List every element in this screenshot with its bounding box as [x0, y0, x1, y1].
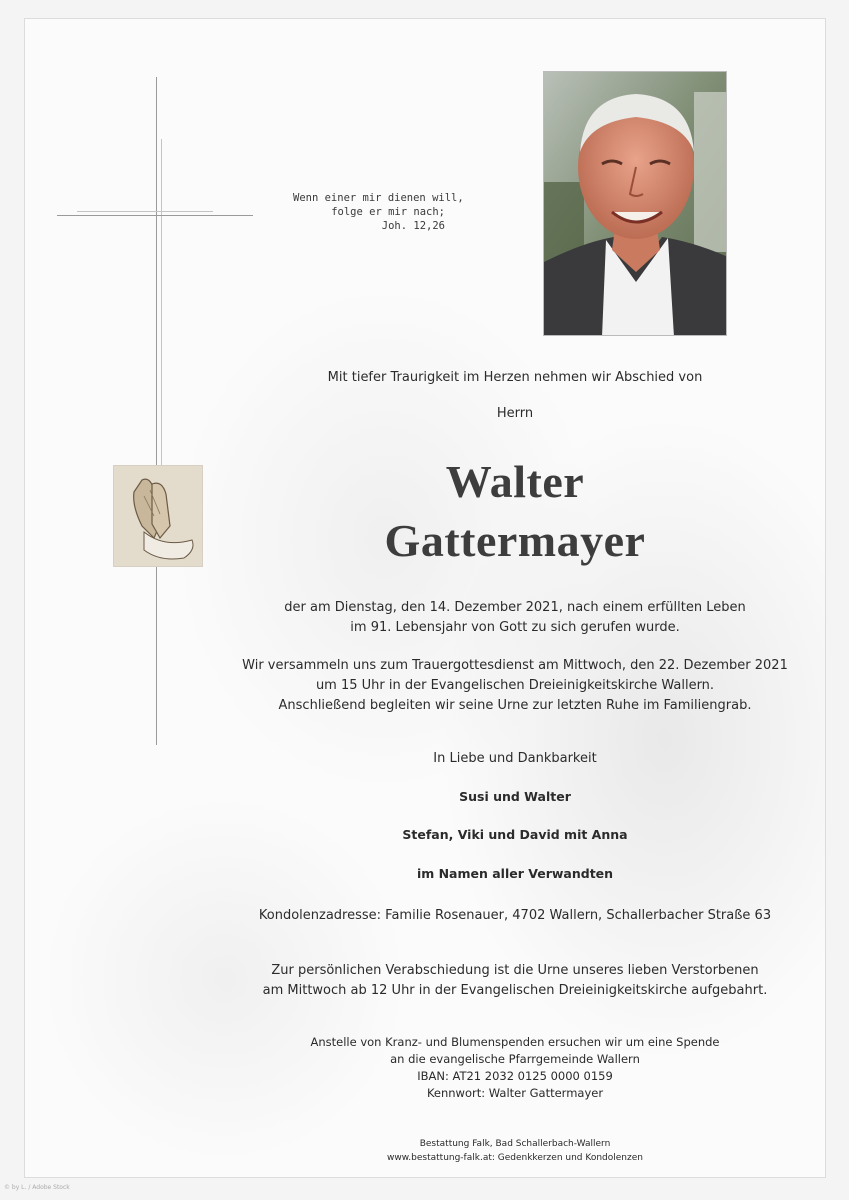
obituary-card: [24, 18, 826, 1178]
service-line-2: um 15 Uhr in der Evangelischen Dreieinigkeitskirche Wallern.: [315, 678, 715, 693]
service-info: [205, 656, 825, 716]
mourners-line-3: im Namen aller Verwandten: [416, 866, 614, 881]
footer-line-1: Bestattung Falk, Bad Schallerbach-Wallern: [419, 1139, 611, 1149]
salutation: Herrn: [496, 406, 534, 421]
mourners-line-2: Stefan, Viki und David mit Anna: [402, 827, 628, 842]
cross-vertical-line: [156, 77, 157, 745]
deceased-last-name: Gattermayer: [384, 515, 646, 566]
mourners-line-1: Susi und Walter: [459, 789, 571, 804]
donation-line-1: Anstelle von Kranz- und Blumenspenden ersuchen wir um eine Spende: [310, 1035, 720, 1049]
praying-hands-icon: [114, 466, 203, 567]
viewing-info: [205, 961, 825, 1001]
donation-keyword: Kennwort: Walter Gattermayer: [426, 1086, 604, 1100]
deceased-first-name: Walter: [445, 456, 585, 507]
footer-line-2: www.bestattung-falk.at: Gedenkkerzen und Kondolenzen: [387, 1153, 643, 1163]
verse-line-2: folge er mir nach;: [331, 206, 445, 218]
condolence-address: Kondolenzadresse: Familie Rosenauer, 4702 Wallern, Schallerbacher Straße 63: [258, 908, 772, 923]
praying-hands-image: [113, 465, 203, 567]
donation-line-2: an die evangelische Pfarrgemeinde Wallern: [390, 1052, 640, 1066]
footer: [225, 1137, 805, 1165]
image-credit: © by L. / Adobe Stock: [4, 1184, 70, 1191]
cross-horizontal-line: [57, 215, 253, 216]
service-line-1: Wir versammeln uns zum Trauergottesdienst am Mittwoch, den 22. Dezember 2021: [242, 658, 788, 673]
donation-iban: IBAN: AT21 2032 0125 0000 0159: [417, 1069, 613, 1083]
viewing-line-2: am Mittwoch ab 12 Uhr in der Evangelischen Dreieinigkeitskirche aufgebahrt.: [262, 983, 768, 998]
intro-line: Mit tiefer Traurigkeit im Herzen nehmen wir Abschied von: [327, 370, 703, 385]
cross-horizontal-line-secondary: [77, 211, 213, 212]
verse-line-1: Wenn einer mir dienen will,: [293, 192, 464, 204]
donation-info: [225, 1034, 805, 1102]
death-announcement: [225, 598, 805, 638]
viewing-line-1: Zur persönlichen Verabschiedung ist die Urne unseres lieben Verstorbenen: [271, 963, 759, 978]
death-line-2: im 91. Lebensjahr von Gott zu sich gerufen wurde.: [350, 620, 680, 635]
bible-verse: [293, 191, 464, 233]
service-line-3: Anschließend begleiten wir seine Urne zur letzten Ruhe im Familiengrab.: [278, 698, 752, 713]
portrait-photo: [543, 71, 727, 336]
mourners-intro: In Liebe und Dankbarkeit: [433, 751, 597, 766]
portrait-image: [544, 72, 727, 336]
death-line-1: der am Dienstag, den 14. Dezember 2021, nach einem erfüllten Leben: [284, 600, 746, 615]
verse-reference: Joh. 12,26: [381, 220, 445, 232]
